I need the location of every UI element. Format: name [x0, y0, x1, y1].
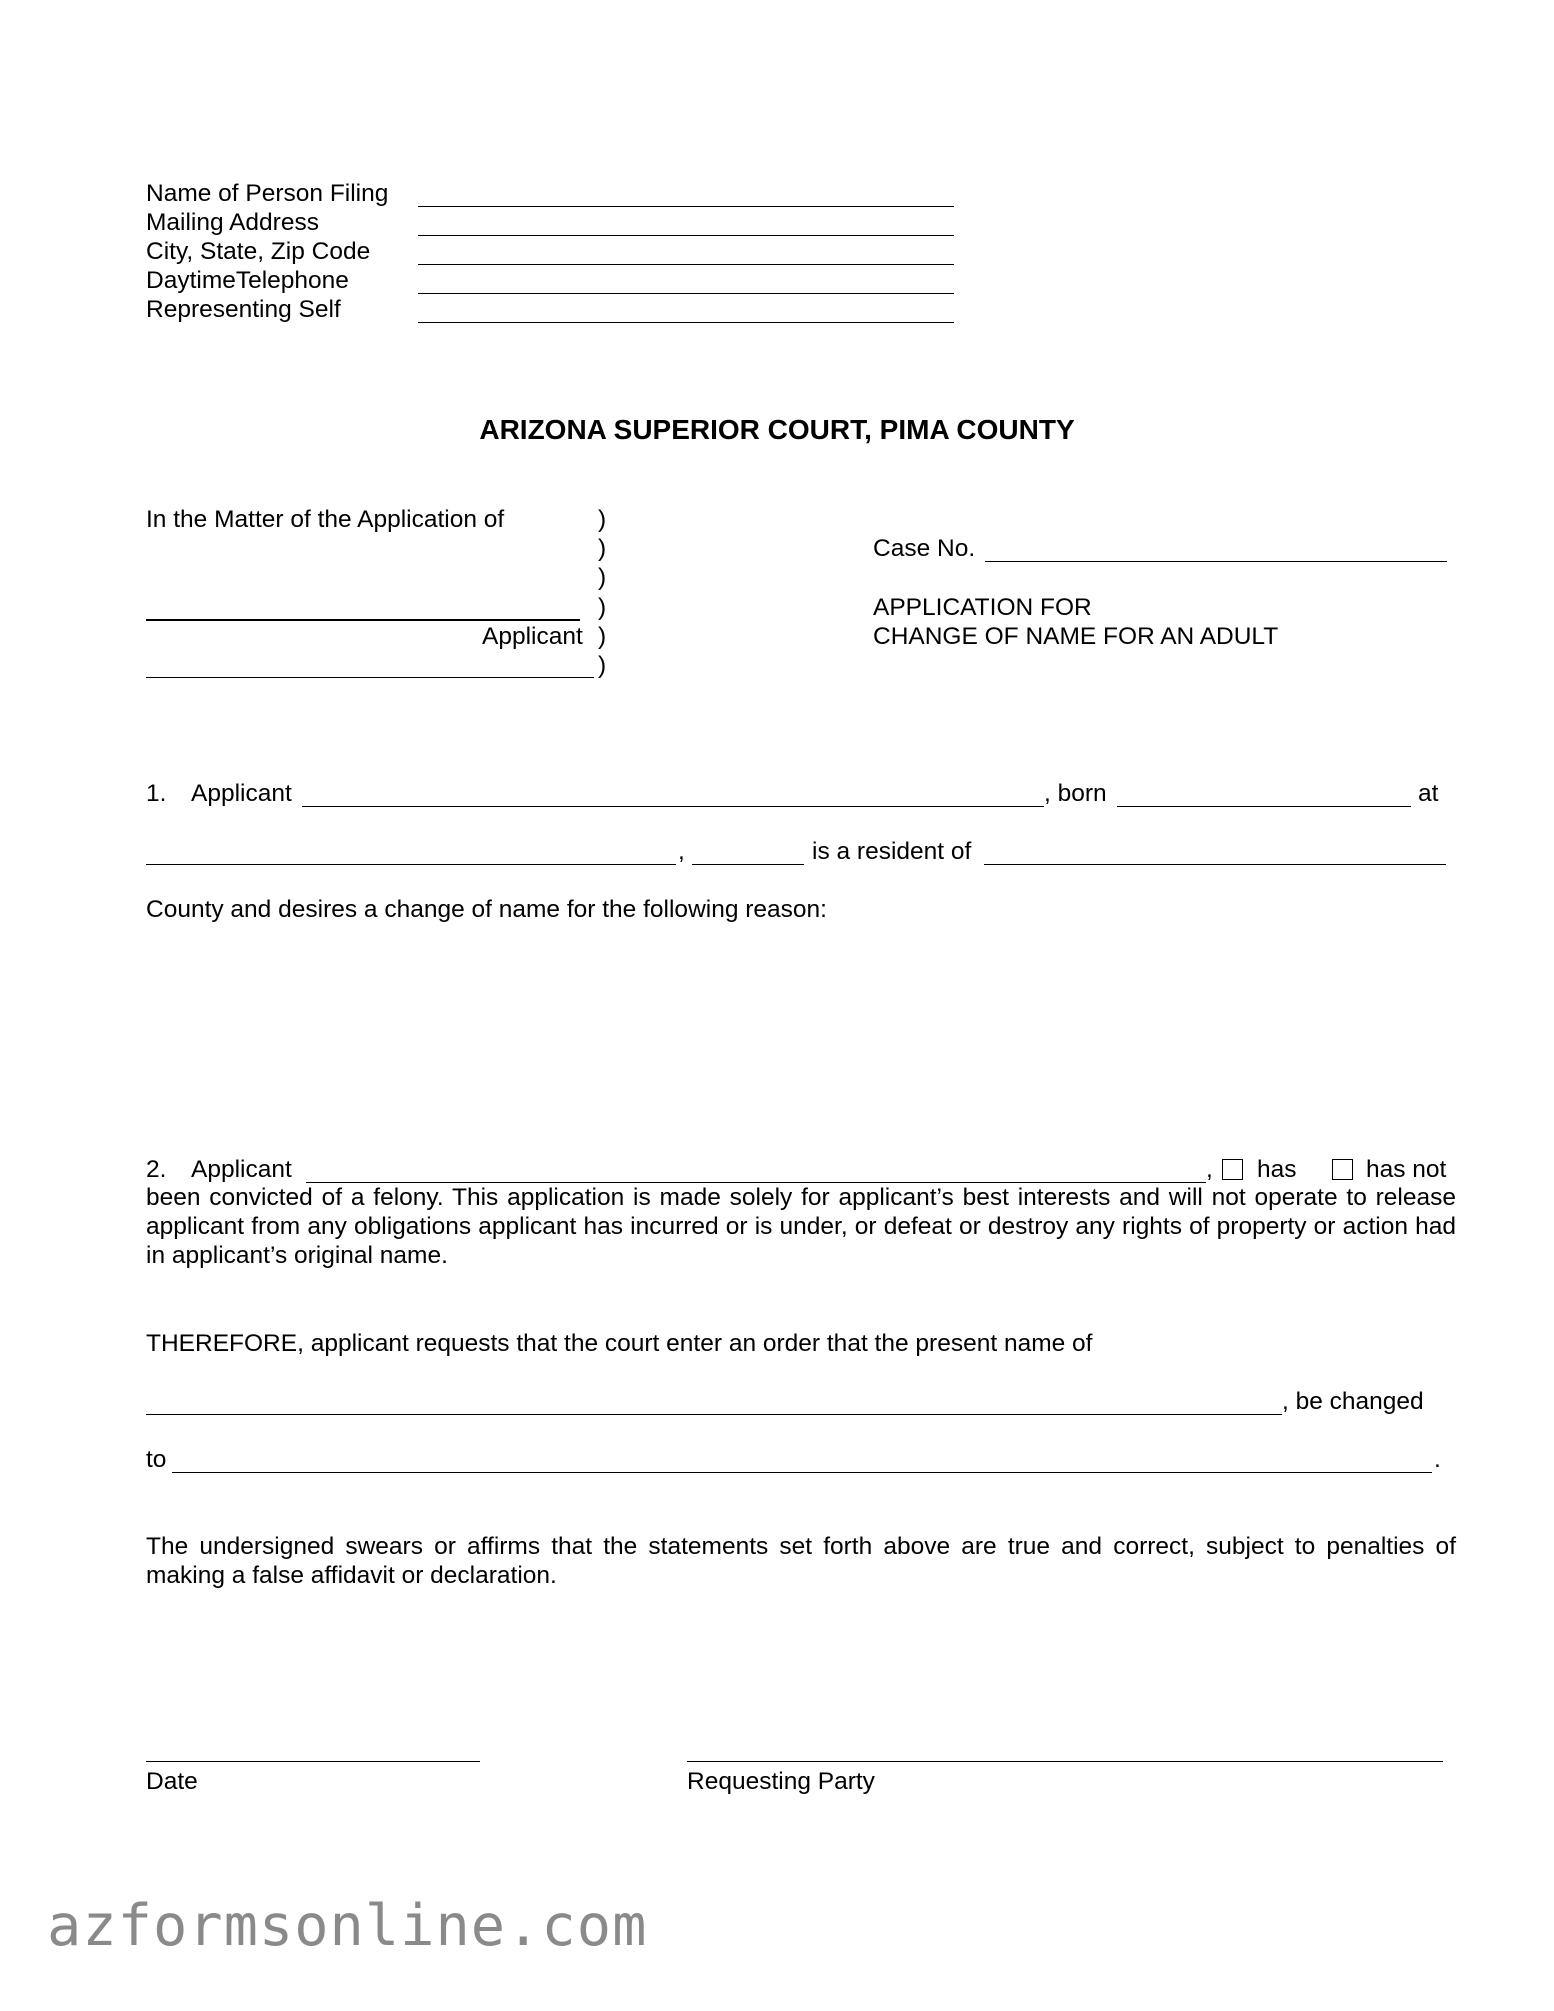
representing-self-label: Representing Self [146, 296, 341, 323]
case-no-field[interactable] [985, 561, 1447, 562]
caption-paren: ) [598, 506, 607, 533]
caption-paren: ) [598, 535, 607, 562]
caption-paren: ) [598, 652, 607, 679]
telephone-label: DaytimeTelephone [146, 267, 349, 294]
watermark-text: azformsonline.com [47, 1893, 648, 1959]
doc-title-line2: CHANGE OF NAME FOR AN ADULT [873, 623, 1279, 650]
name-field[interactable] [418, 206, 954, 207]
section-1-number: 1. [146, 780, 167, 807]
court-title: ARIZONA SUPERIOR COURT, PIMA COUNTY [479, 414, 1075, 445]
date-field[interactable] [146, 1761, 480, 1762]
birth-city-field[interactable] [146, 864, 676, 865]
born-label: , born [1044, 780, 1107, 807]
section-2-number: 2. [146, 1156, 167, 1183]
to-label: to [146, 1446, 167, 1473]
birth-state-field[interactable] [692, 864, 804, 865]
felony-statement: been convicted of a felony. This application is made solely for applicant’s best interests and will not operate to release applicant from any obligations applicant has incurred or is under, or defeat or destroy any rights of property or action had in applicant’s original name. [146, 1184, 1456, 1269]
requesting-party-label: Requesting Party [687, 1768, 875, 1795]
section-1-name-field[interactable] [302, 806, 1044, 807]
representing-self-field[interactable] [418, 322, 954, 323]
mailing-address-field[interactable] [418, 235, 954, 236]
comma: , [1206, 1156, 1213, 1183]
present-name-field[interactable] [146, 1414, 1282, 1415]
applicant-extra-field[interactable] [146, 677, 594, 678]
applicant-name-field[interactable] [146, 619, 580, 621]
be-changed-text: , be changed [1282, 1388, 1424, 1415]
therefore-text: THEREFORE, applicant requests that the court enter an order that the present name of [146, 1330, 1093, 1357]
caption-paren: ) [598, 564, 607, 591]
section-1-applicant: Applicant [191, 780, 292, 807]
matter-text: In the Matter of the Application of [146, 506, 505, 533]
period: . [1434, 1446, 1441, 1473]
reason-area[interactable] [146, 935, 1456, 1135]
city-state-zip-label: City, State, Zip Code [146, 238, 371, 265]
county-field[interactable] [984, 864, 1446, 865]
doc-title-line1: APPLICATION FOR [873, 594, 1092, 621]
county-reason-text: County and desires a change of name for the following reason: [146, 896, 827, 923]
has-label: has [1257, 1156, 1297, 1183]
birth-date-field[interactable] [1117, 806, 1411, 807]
caption-paren: ) [598, 594, 607, 621]
oath-statement: The undersigned swears or affirms that the statements set forth above are true and correct, subject to penalties of making a false affidavit or declaration. [146, 1533, 1456, 1589]
at-label: at [1418, 780, 1439, 807]
name-label: Name of Person Filing [146, 180, 389, 207]
new-name-field[interactable] [172, 1472, 1432, 1473]
caption-paren: ) [598, 623, 607, 650]
mailing-address-label: Mailing Address [146, 209, 319, 236]
telephone-field[interactable] [418, 293, 954, 294]
section-2-applicant: Applicant [191, 1156, 292, 1183]
has-not-checkbox[interactable] [1332, 1159, 1353, 1180]
city-state-zip-field[interactable] [418, 264, 954, 265]
case-no-label: Case No. [873, 535, 976, 562]
resident-label: is a resident of [812, 838, 972, 865]
has-checkbox[interactable] [1222, 1159, 1243, 1180]
has-not-label: has not [1366, 1156, 1447, 1183]
date-label: Date [146, 1768, 198, 1795]
requesting-party-signature-field[interactable] [687, 1761, 1443, 1762]
applicant-label: Applicant [482, 623, 583, 650]
comma: , [678, 838, 685, 865]
